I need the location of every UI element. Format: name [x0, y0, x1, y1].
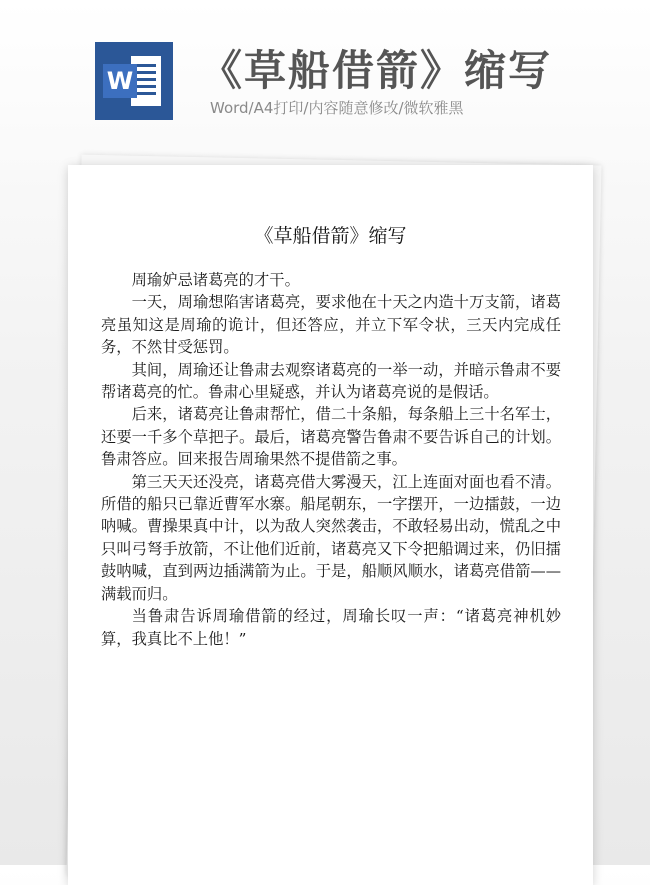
banner-title: 《草船借箭》缩写 [200, 46, 553, 95]
document-page [68, 165, 593, 885]
document-title: 《草船借箭》缩写 [254, 225, 407, 247]
paragraph: 周瑜妒忌诸葛亮的才干。 [131, 271, 300, 289]
banner-subtitle: Word/A4打印/内容随意修改/微软雅黑 [210, 99, 464, 117]
paragraph: 后来，诸葛亮让鲁肃帮忙，借二十条船，每条船上三十名军士，还要一千多个草把子。最后，诸葛亮警告鲁肃不要告诉自己的计划。鲁肃答应。回来报告周瑜果然不提借箭之事。 [101, 405, 561, 469]
paragraph: 当鲁肃告诉周瑜借箭的经过，周瑜长叹一声：“诸葛亮神机妙算，我真比不上他！” [101, 607, 561, 648]
word-w-letter: W [103, 64, 137, 98]
word-document-icon [95, 42, 173, 120]
paragraph: 其间，周瑜还让鲁肃去观察诸葛亮的一举一动，并暗示鲁肃不要帮诸葛亮的忙。鲁肃心里疑惑，并认为诸葛亮说的是假话。 [101, 360, 561, 402]
banner-header [0, 0, 650, 140]
document-body [101, 269, 561, 650]
paragraph: 第三天天还没亮，诸葛亮借大雾漫天，江上连面对面也看不清。所借的船只已靠近曹军水寨。船尾朝东，一字摆开，一边擂鼓，一边呐喊。曹操果真中计，以为敌人突然袭击，不敢轻易出动，慌乱之中只叫弓弩手放箭，不让他们近前，诸葛亮又下令把船调过来，仍旧擂鼓呐喊，直到两边插满箭为止。于是，船顺风顺水，诸葛亮借箭——满载而归。 [101, 472, 561, 603]
paragraph: 一天，周瑜想陷害诸葛亮，要求他在十天之内造十万支箭，诸葛亮虽知这是周瑜的诡计，但还答应，并立下军令状，三天内完成任务，不然甘受惩罚。 [101, 293, 561, 357]
